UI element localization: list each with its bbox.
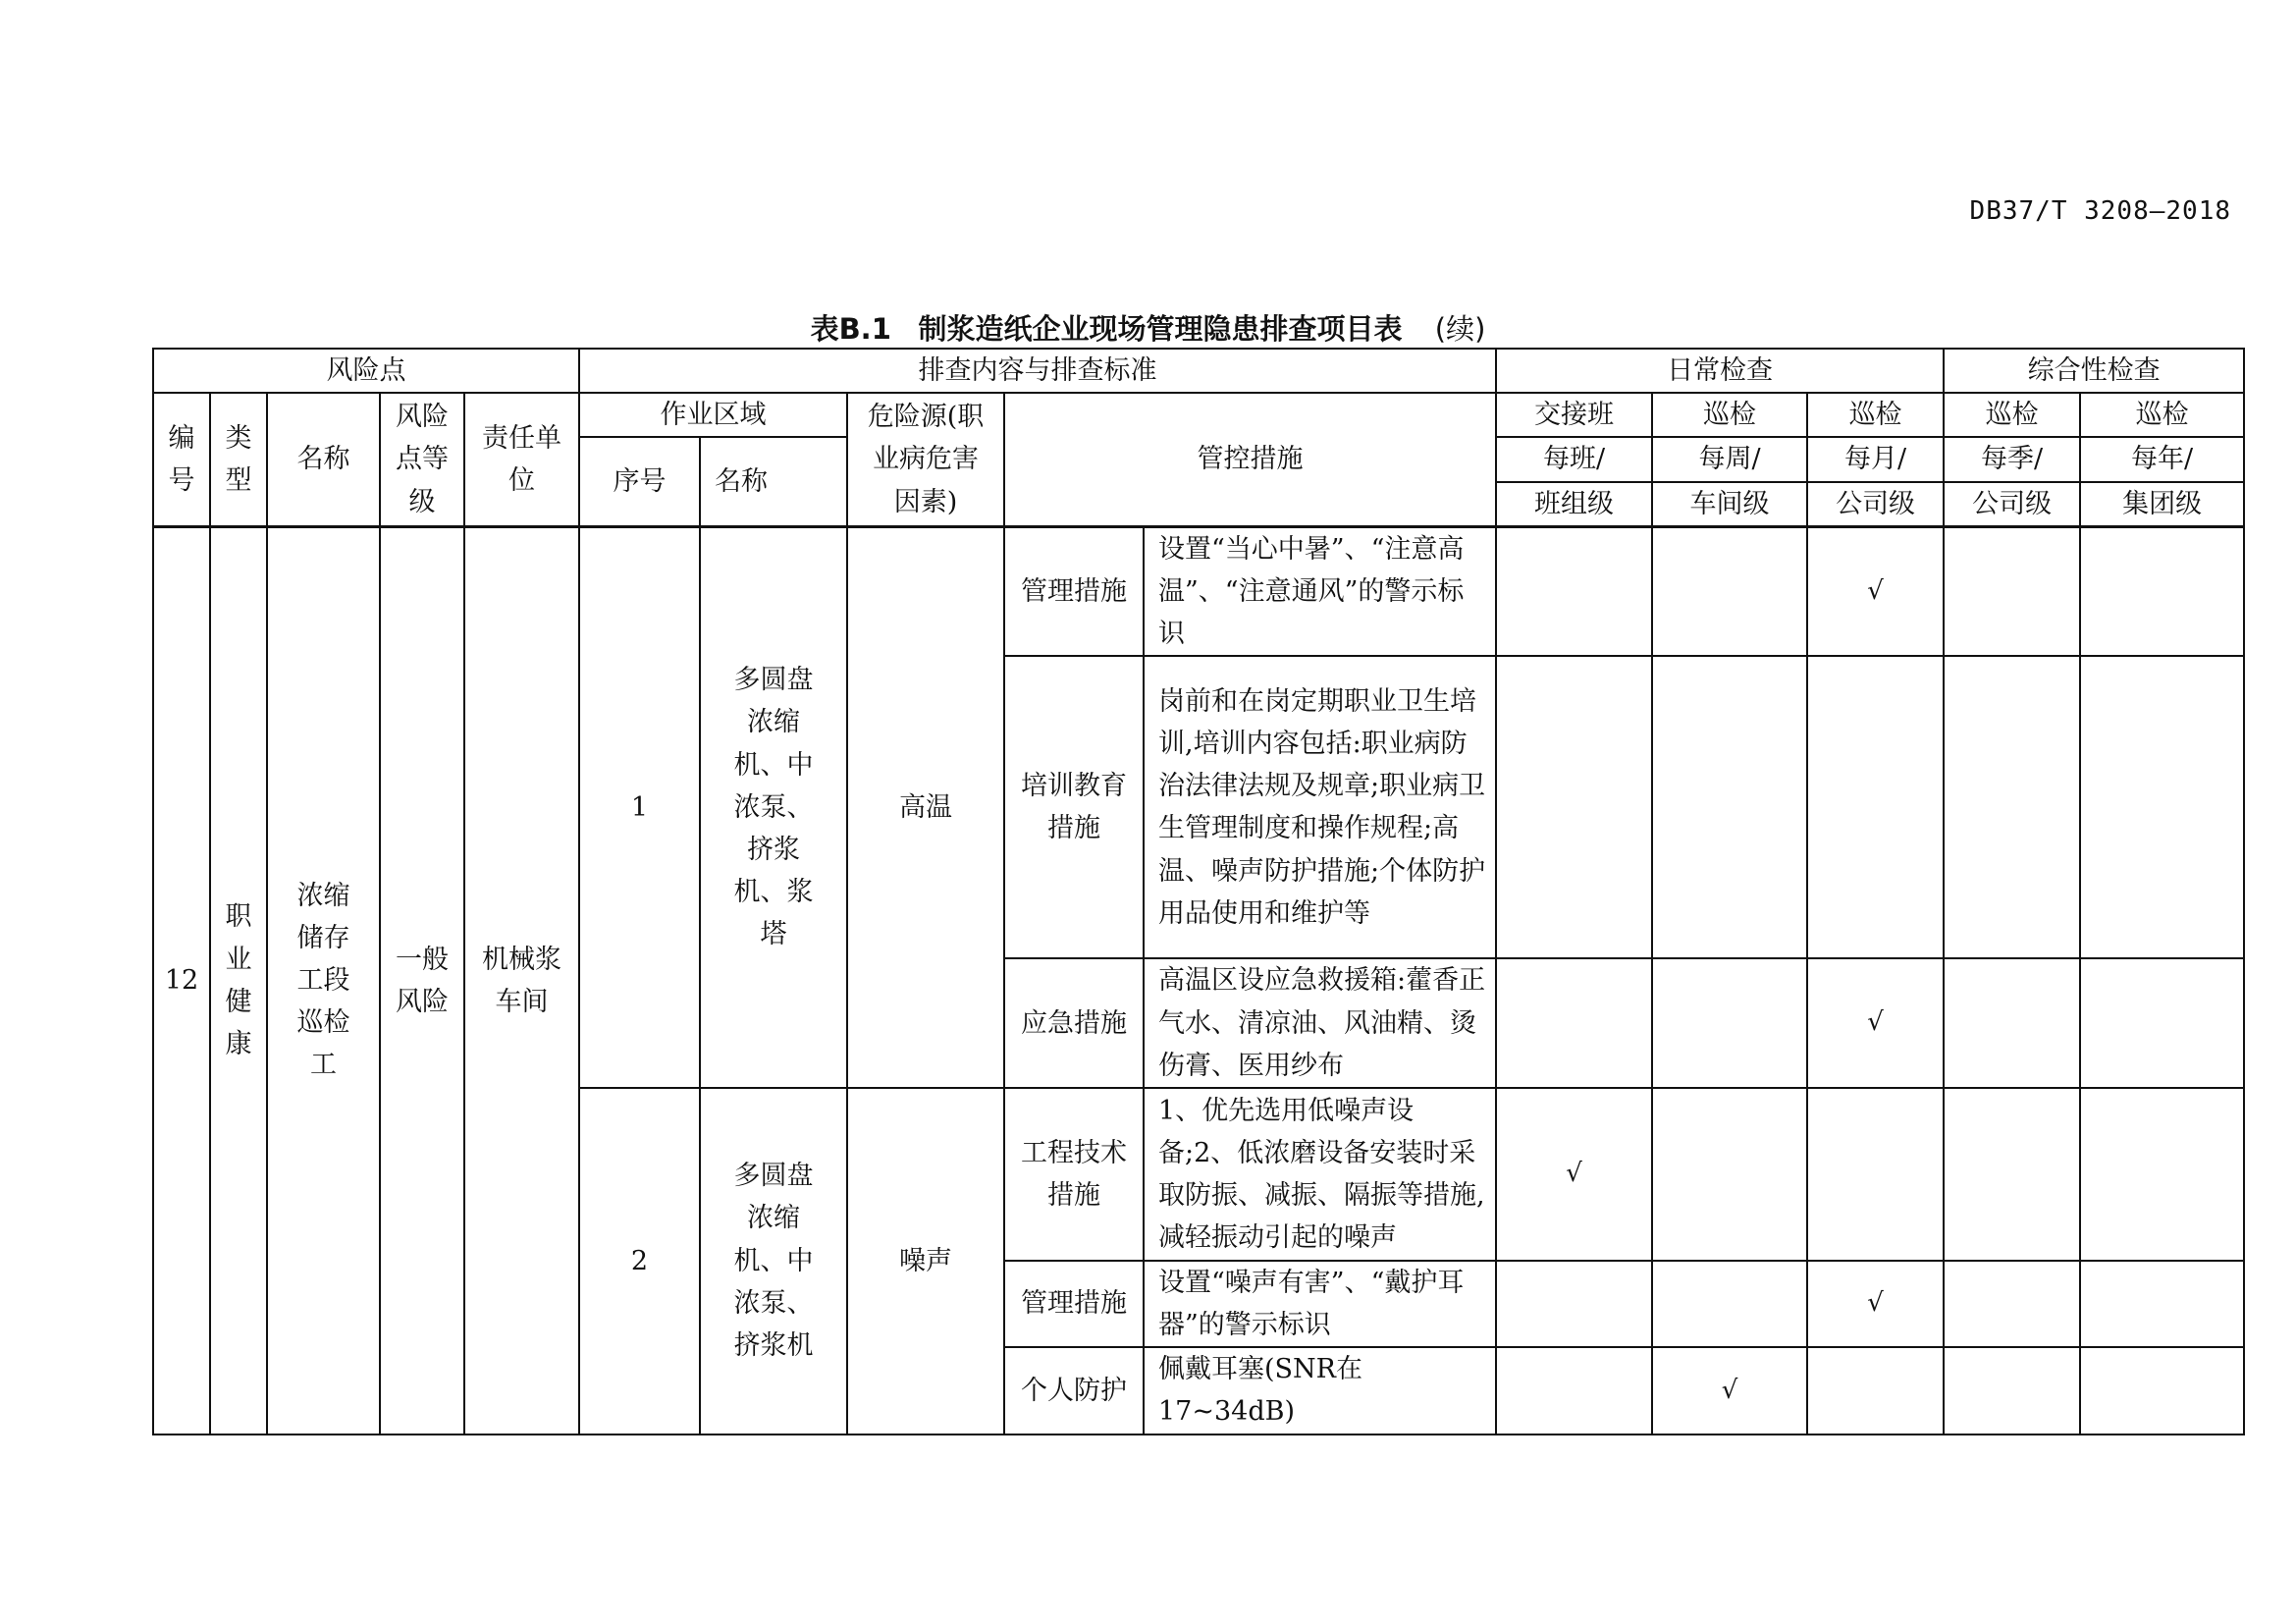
- header-risk-point: 风险点: [153, 349, 579, 393]
- check-cell: [2080, 1261, 2244, 1347]
- check-cell: [2080, 958, 2244, 1088]
- header-content-standard: 排查内容与排查标准: [579, 349, 1496, 393]
- measure-detail: 岗前和在岗定期职业卫生培训,培训内容包括:职业病防治法律法规及规章;职业病卫生管理制度和操作规程;高温、噪声防护措施;个体防护用品使用和维护等: [1144, 656, 1496, 958]
- check-cell: [1496, 958, 1652, 1088]
- header-check-freq-4: 每季/: [1944, 437, 2080, 481]
- table-title-label: 表B.1: [810, 312, 891, 346]
- header-check-kind-3: 巡检: [1807, 393, 1944, 437]
- check-cell: √: [1807, 1261, 1944, 1347]
- measure-detail: 设置“噪声有害”、“戴护耳器”的警示标识: [1144, 1261, 1496, 1347]
- check-cell: [1944, 526, 2080, 656]
- header-responsible-unit: 责任单位: [464, 393, 579, 526]
- header-check-freq-2: 每周/: [1652, 437, 1807, 481]
- header-check-level-1: 班组级: [1496, 482, 1652, 527]
- check-cell: [2080, 656, 2244, 958]
- header-name: 名称: [267, 393, 380, 526]
- check-cell: [1496, 1347, 1652, 1434]
- check-cell: [1496, 656, 1652, 958]
- header-check-kind-1: 交接班: [1496, 393, 1652, 437]
- check-cell: √: [1807, 526, 1944, 656]
- measure-category: 管理措施: [1004, 1261, 1144, 1347]
- check-cell: √: [1807, 958, 1944, 1088]
- header-seq: 序号: [579, 437, 700, 526]
- entry-type: 职业健康: [210, 526, 267, 1434]
- table-title-text: 制浆造纸企业现场管理隐患排查项目表: [918, 312, 1403, 346]
- area-1-name: 多圆盘浓缩机、中浓泵、挤浆机、浆塔: [700, 526, 847, 1088]
- header-check-freq-5: 每年/: [2080, 437, 2244, 481]
- header-check-level-3: 公司级: [1807, 482, 1944, 527]
- check-cell: [1652, 526, 1807, 656]
- header-check-kind-5: 巡检: [2080, 393, 2244, 437]
- header-check-freq-1: 每班/: [1496, 437, 1652, 481]
- check-cell: [1496, 1261, 1652, 1347]
- area-2-seq: 2: [579, 1088, 700, 1435]
- check-cell: [2080, 526, 2244, 656]
- entry-risk-level: 一般风险: [380, 526, 464, 1434]
- check-cell: √: [1652, 1347, 1807, 1434]
- area-1-hazard: 高温: [847, 526, 1004, 1088]
- check-cell: [1652, 656, 1807, 958]
- header-check-kind-2: 巡检: [1652, 393, 1807, 437]
- header-comprehensive-check: 综合性检查: [1944, 349, 2244, 393]
- table-row: [153, 526, 2244, 656]
- table-title: [0, 307, 2296, 348]
- header-work-area: 作业区域: [579, 393, 847, 437]
- header-hazard-source: 危险源(职业病危害因素): [847, 393, 1004, 526]
- check-cell: [1944, 1261, 2080, 1347]
- area-1-seq: 1: [579, 526, 700, 1088]
- entry-name: 浓缩储存工段巡检工: [267, 526, 380, 1434]
- header-check-kind-4: 巡检: [1944, 393, 2080, 437]
- check-cell: [1944, 958, 2080, 1088]
- header-number: 编号: [153, 393, 210, 526]
- check-cell: [1496, 526, 1652, 656]
- check-cell: [1944, 1347, 2080, 1434]
- header-daily-check: 日常检查: [1496, 349, 1944, 393]
- check-cell: [1944, 656, 2080, 958]
- check-cell: [2080, 1088, 2244, 1261]
- check-cell: [1652, 958, 1807, 1088]
- header-check-level-5: 集团级: [2080, 482, 2244, 527]
- measure-detail: 佩戴耳塞(SNR在17~34dB): [1144, 1347, 1496, 1434]
- measure-category: 个人防护: [1004, 1347, 1144, 1434]
- check-cell: √: [1496, 1088, 1652, 1261]
- header-risk-level: 风险点等级: [380, 393, 464, 526]
- measure-detail: 设置“当心中暑”、“注意高温”、“注意通风”的警示标识: [1144, 526, 1496, 656]
- document-code: DB37/T 3208—2018: [1969, 196, 2231, 226]
- measure-detail: 高温区设应急救援箱:藿香正气水、清凉油、风油精、烫伤膏、医用纱布: [1144, 958, 1496, 1088]
- area-2-hazard: 噪声: [847, 1088, 1004, 1435]
- entry-number: 12: [153, 526, 210, 1434]
- check-cell: [1807, 1088, 1944, 1261]
- check-cell: [2080, 1347, 2244, 1434]
- header-control-measures: 管控措施: [1004, 393, 1496, 526]
- check-cell: [1652, 1261, 1807, 1347]
- check-cell: [1652, 1088, 1807, 1261]
- area-2-name: 多圆盘浓缩机、中浓泵、挤浆机: [700, 1088, 847, 1435]
- measure-category: 应急措施: [1004, 958, 1144, 1088]
- header-check-freq-3: 每月/: [1807, 437, 1944, 481]
- header-type: 类型: [210, 393, 267, 526]
- header-check-level-4: 公司级: [1944, 482, 2080, 527]
- check-cell: [1944, 1088, 2080, 1261]
- check-cell: [1807, 656, 1944, 958]
- entry-responsible-unit: 机械浆车间: [464, 526, 579, 1434]
- header-check-level-2: 车间级: [1652, 482, 1807, 527]
- table-title-continued: (续): [1434, 312, 1486, 346]
- header-area-name: 名称: [700, 437, 847, 526]
- check-cell: [1807, 1347, 1944, 1434]
- measure-category: 培训教育措施: [1004, 656, 1144, 958]
- measure-detail: 1、优先选用低噪声设备;2、低浓磨设备安装时采取防振、减振、隔振等措施,减轻振动引起的噪声: [1144, 1088, 1496, 1261]
- measure-category: 管理措施: [1004, 526, 1144, 656]
- hazard-inspection-table: [152, 348, 2245, 1435]
- measure-category: 工程技术措施: [1004, 1088, 1144, 1261]
